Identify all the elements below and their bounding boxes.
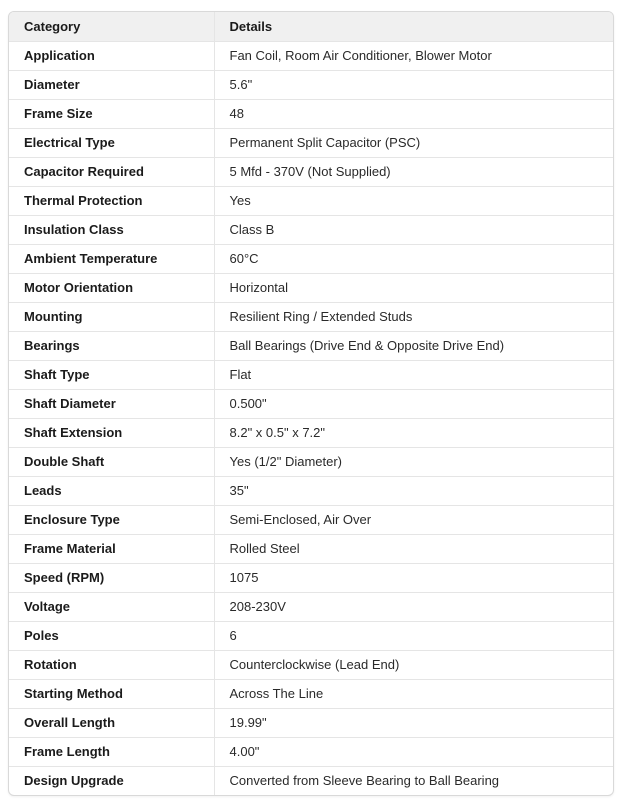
table-row <box>9 128 613 157</box>
table-row <box>9 418 613 447</box>
details-cell: Resilient Ring / Extended Studs <box>214 302 613 331</box>
table-row <box>9 70 613 99</box>
table-row <box>9 447 613 476</box>
table-row <box>9 41 613 70</box>
details-cell: Across The Line <box>214 679 613 708</box>
category-cell: Bearings <box>9 331 214 360</box>
table-row <box>9 534 613 563</box>
spec-table-card <box>8 11 614 796</box>
category-cell: Design Upgrade <box>9 766 214 795</box>
details-cell: Horizontal <box>214 273 613 302</box>
category-cell: Enclosure Type <box>9 505 214 534</box>
details-cell: 19.99" <box>214 708 613 737</box>
category-cell: Shaft Extension <box>9 418 214 447</box>
table-row <box>9 476 613 505</box>
table-row <box>9 186 613 215</box>
column-header-category: Category <box>9 12 214 41</box>
table-row <box>9 99 613 128</box>
details-cell: Semi-Enclosed, Air Over <box>214 505 613 534</box>
details-cell: Rolled Steel <box>214 534 613 563</box>
table-row <box>9 563 613 592</box>
category-cell: Capacitor Required <box>9 157 214 186</box>
table-row <box>9 215 613 244</box>
category-cell: Starting Method <box>9 679 214 708</box>
category-cell: Frame Material <box>9 534 214 563</box>
category-cell: Overall Length <box>9 708 214 737</box>
table-row <box>9 650 613 679</box>
table-row <box>9 389 613 418</box>
category-cell: Frame Size <box>9 99 214 128</box>
category-cell: Poles <box>9 621 214 650</box>
category-cell: Thermal Protection <box>9 186 214 215</box>
details-cell: 6 <box>214 621 613 650</box>
table-row <box>9 592 613 621</box>
details-cell: Fan Coil, Room Air Conditioner, Blower Motor <box>214 41 613 70</box>
category-cell: Leads <box>9 476 214 505</box>
category-cell: Frame Length <box>9 737 214 766</box>
table-row <box>9 273 613 302</box>
category-cell: Speed (RPM) <box>9 563 214 592</box>
category-cell: Mounting <box>9 302 214 331</box>
details-cell: Converted from Sleeve Bearing to Ball Bearing <box>229 773 500 789</box>
category-cell: Motor Orientation <box>9 273 214 302</box>
details-cell: Permanent Split Capacitor (PSC) <box>214 128 613 157</box>
category-cell: Shaft Diameter <box>9 389 214 418</box>
category-cell: Electrical Type <box>9 128 214 157</box>
table-row <box>9 621 613 650</box>
details-cell: Counterclockwise (Lead End) <box>214 650 613 679</box>
details-cell: 48 <box>214 99 613 128</box>
details-cell: 1075 <box>214 563 613 592</box>
spec-table-head <box>9 12 613 41</box>
details-cell: 0.500" <box>214 389 613 418</box>
category-cell: Insulation Class <box>9 215 214 244</box>
table-row <box>9 766 613 795</box>
table-row <box>9 331 613 360</box>
details-cell: 208-230V <box>214 592 613 621</box>
table-row <box>9 157 613 186</box>
category-cell: Diameter <box>9 70 214 99</box>
spec-table <box>9 12 613 795</box>
details-cell: Yes <box>214 186 613 215</box>
details-cell: Flat <box>214 360 613 389</box>
details-cell: 8.2" x 0.5" x 7.2" <box>214 418 613 447</box>
category-cell: Voltage <box>9 592 214 621</box>
header-row <box>9 12 613 41</box>
details-cell: 4.00" <box>214 737 613 766</box>
details-cell: 35" <box>214 476 613 505</box>
spec-table-body <box>9 41 613 795</box>
category-cell: Rotation <box>9 650 214 679</box>
table-row <box>9 679 613 708</box>
details-cell: Yes (1/2" Diameter) <box>214 447 613 476</box>
table-row <box>9 244 613 273</box>
details-cell: 5 Mfd - 370V (Not Supplied) <box>214 157 613 186</box>
details-cell: Class B <box>214 215 613 244</box>
details-cell: 5.6" <box>214 70 613 99</box>
table-row <box>9 302 613 331</box>
table-row <box>9 360 613 389</box>
table-row <box>9 505 613 534</box>
page <box>0 11 622 808</box>
details-cell: 60°C <box>214 244 613 273</box>
category-cell: Application <box>9 41 214 70</box>
category-cell: Double Shaft <box>9 447 214 476</box>
category-cell: Shaft Type <box>9 360 214 389</box>
column-header-details: Details <box>214 12 613 41</box>
details-cell: Ball Bearings (Drive End & Opposite Drive End) <box>214 331 613 360</box>
table-row <box>9 708 613 737</box>
table-row <box>9 737 613 766</box>
category-cell: Ambient Temperature <box>9 244 214 273</box>
